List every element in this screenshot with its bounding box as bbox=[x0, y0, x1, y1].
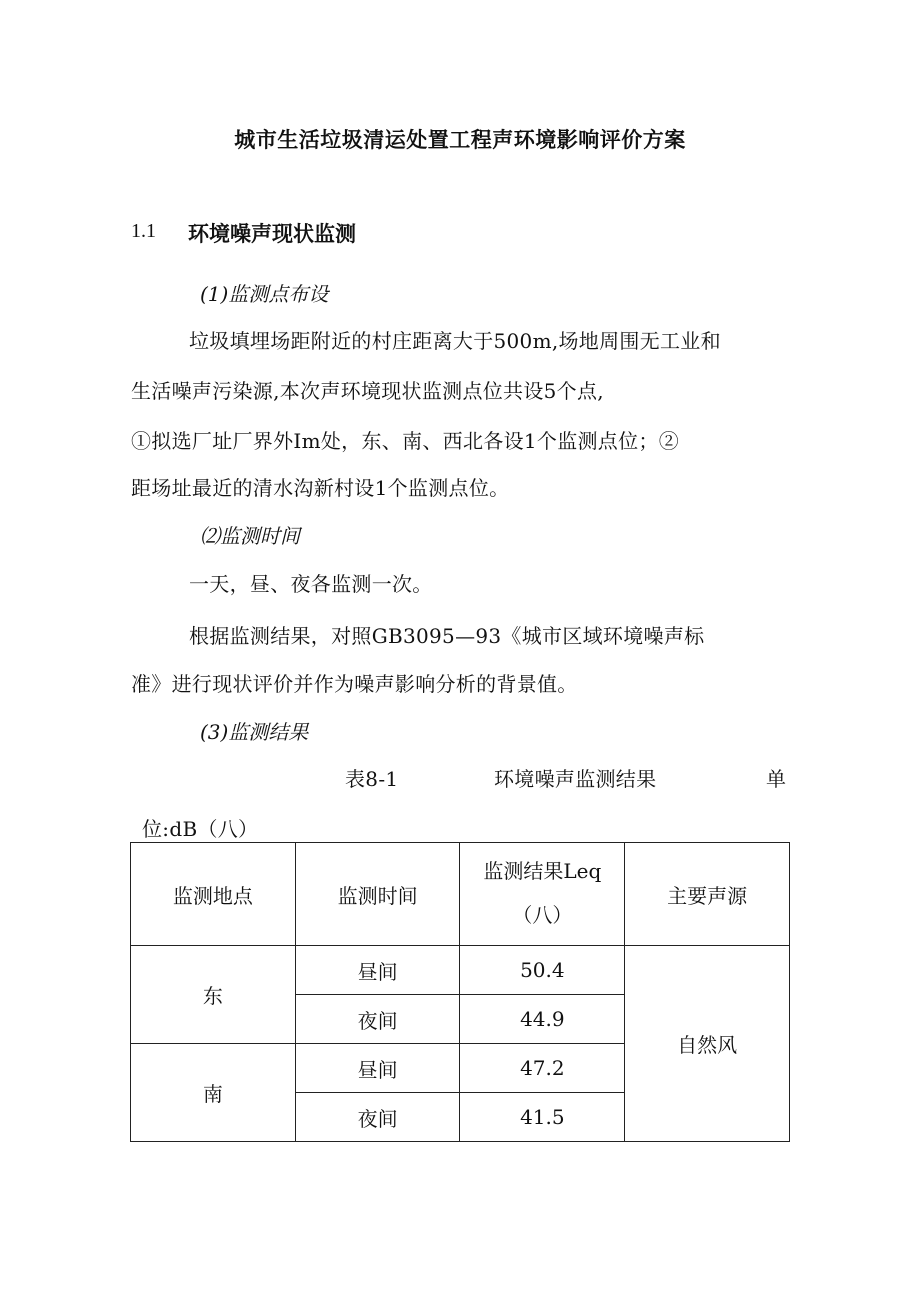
paragraph-3-line-2: 准》进行现状评价并作为噪声影响分析的背景值。 bbox=[131, 672, 578, 696]
time-cell: 昼间 bbox=[295, 1044, 460, 1093]
subheading-monitoring-time: ⑵监测时间 bbox=[200, 524, 300, 548]
header-result-line-1: 监测结果Leq bbox=[483, 859, 602, 883]
table-row bbox=[131, 946, 790, 995]
location-cell-east: 东 bbox=[131, 946, 296, 1044]
paragraph-1-line-1: 垃圾填埋场距附近的村庄距离大于500m,场地周围无工业和 bbox=[189, 329, 721, 353]
location-cell-south: 南 bbox=[131, 1044, 296, 1142]
header-main-source: 主要声源 bbox=[625, 843, 790, 946]
header-result bbox=[460, 843, 625, 946]
table-caption-unit-part2: 位:dB（八） bbox=[142, 817, 259, 841]
document-title: 城市生活垃圾清运处置工程声环境影响评价方案 bbox=[234, 128, 686, 152]
time-cell: 夜间 bbox=[295, 1093, 460, 1142]
table-caption-title: 环境噪声监测结果 bbox=[494, 767, 657, 791]
table-header-row bbox=[131, 843, 790, 946]
paragraph-2: 一天，昼、夜各监测一次。 bbox=[189, 572, 433, 596]
value-cell: 41.5 bbox=[460, 1093, 625, 1142]
time-cell: 夜间 bbox=[295, 995, 460, 1044]
paragraph-1-line-2: 生活噪声污染源,本次声环境现状监测点位共设5个点, bbox=[131, 379, 604, 403]
table-caption-label: 表8-1 bbox=[345, 767, 399, 791]
header-time: 监测时间 bbox=[295, 843, 460, 946]
time-cell: 昼间 bbox=[295, 946, 460, 995]
paragraph-1-line-4: 距场址最近的清水沟新村设1个监测点位。 bbox=[131, 476, 510, 500]
paragraph-1-line-3: ①拟选厂址厂界外Im处，东、南、西北各设1个监测点位；② bbox=[131, 429, 679, 453]
value-cell: 50.4 bbox=[460, 946, 625, 995]
source-cell: 自然风 bbox=[625, 946, 790, 1142]
value-cell: 47.2 bbox=[460, 1044, 625, 1093]
header-location: 监测地点 bbox=[131, 843, 296, 946]
section-number: 1.1 bbox=[131, 220, 156, 242]
subheading-monitoring-results: (3)监测结果 bbox=[200, 720, 309, 744]
header-result-line-2: （八） bbox=[512, 903, 573, 927]
paragraph-3-line-1: 根据监测结果，对照GB3095—93《城市区域环境噪声标 bbox=[189, 624, 705, 648]
table-caption-unit-part1: 单 bbox=[766, 767, 787, 791]
section-title: 环境噪声现状监测 bbox=[188, 222, 356, 246]
noise-results-table bbox=[130, 842, 790, 1142]
subheading-monitoring-points: (1)监测点布设 bbox=[200, 282, 329, 306]
value-cell: 44.9 bbox=[460, 995, 625, 1044]
